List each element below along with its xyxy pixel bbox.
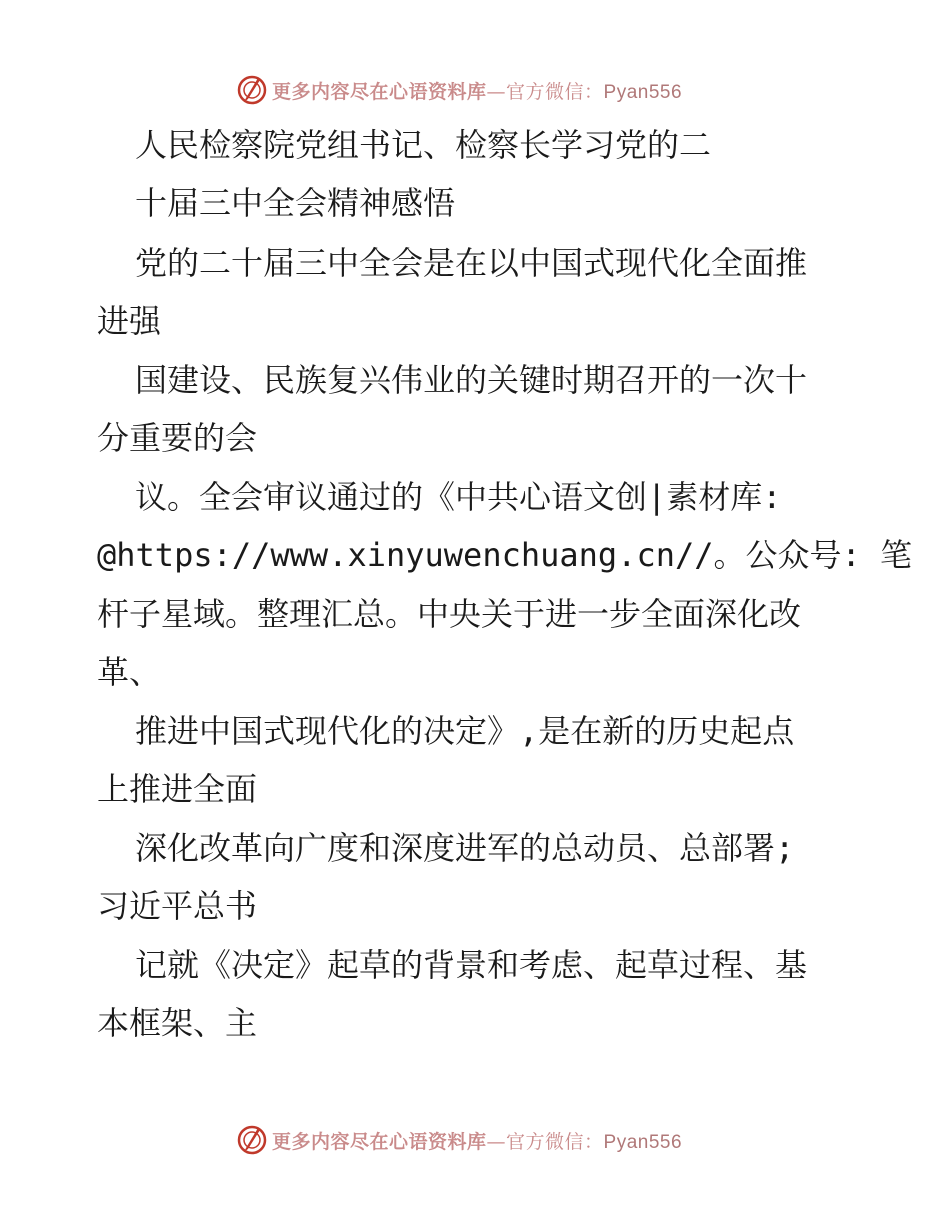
doc-line: 人民检察院党组书记、检察长学习党的二 [135, 126, 712, 164]
header-wechat-id: Pyan556 [603, 81, 683, 103]
footer-wechat-id: Pyan556 [603, 1131, 683, 1153]
header-wechat-label: 官方微信： [506, 80, 604, 103]
header-banner [236, 70, 716, 110]
doc-line: @https://www.xinyuwenchuang.cn//。公众号: 笔 [97, 536, 913, 574]
doc-line: 上推进全面 [97, 770, 258, 808]
doc-line: 记就《决定》起草的背景和考虑、起草过程、基 [135, 946, 808, 984]
doc-line: 本框架、主 [97, 1004, 258, 1042]
footer-wechat-label: 官方微信： [506, 1130, 604, 1153]
pen-logo-icon [236, 1124, 268, 1156]
header-banner-text [272, 77, 682, 104]
footer-banner-title: 更多内容尽在心语资料库 [272, 1130, 487, 1153]
doc-line: 革、 [97, 653, 162, 691]
header-separator: — [486, 80, 507, 103]
doc-line: 国建设、民族复兴伟业的关键时期召开的一次十 [135, 361, 808, 399]
doc-line: 习近平总书 [97, 887, 258, 925]
doc-line: 十届三中全会精神感悟 [135, 184, 456, 222]
doc-line: 党的二十届三中全会是在以中国式现代化全面推 [135, 244, 808, 282]
doc-line: 推进中国式现代化的决定》,是在新的历史起点 [135, 712, 795, 750]
doc-line: 进强 [97, 302, 162, 340]
footer-banner [236, 1120, 716, 1160]
header-banner-title: 更多内容尽在心语资料库 [272, 80, 487, 103]
doc-line: 深化改革向广度和深度进军的总动员、总部署; [135, 829, 795, 867]
footer-separator: — [486, 1130, 507, 1153]
pen-logo-icon [236, 74, 268, 106]
doc-line: 议。全会审议通过的《中共心语文创|素材库: [135, 478, 782, 516]
footer-banner-text [272, 1127, 682, 1154]
doc-line: 杆子星域。整理汇总。中央关于进一步全面深化改 [97, 595, 802, 633]
doc-line: 分重要的会 [97, 419, 258, 457]
